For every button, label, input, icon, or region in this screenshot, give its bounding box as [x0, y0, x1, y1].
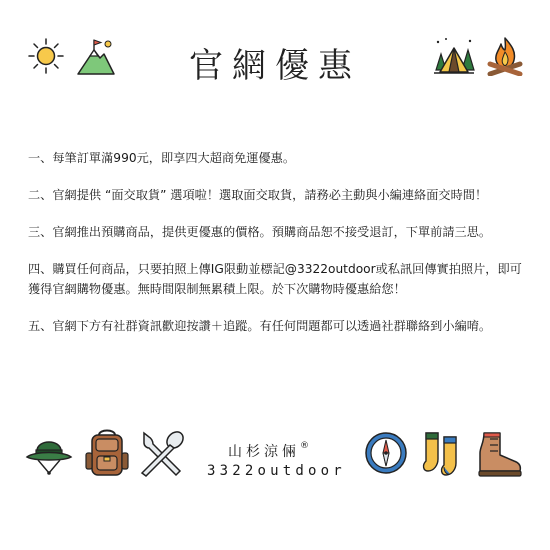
page-footer: [0, 425, 550, 505]
cutlery-icon: [136, 429, 186, 479]
promo-rules-list: [28, 148, 533, 353]
rule-item: 一、每筆訂單滿990元，即享四大超商免運優惠。: [28, 151, 296, 165]
rule-item: 四、購買任何商品，只要拍照上傳IG限動並標記@3322outdoor或私訊回傳實拍照片，即可獲得官網購物優惠。無時間限制無累積上限。於下次購物時優惠給您！: [28, 262, 522, 296]
bucket-hat-icon: [24, 429, 74, 479]
compass-icon: [364, 431, 408, 475]
brand-handle: 3322outdoor: [207, 463, 346, 479]
campfire-icon: [486, 36, 524, 76]
backpack-icon: [84, 427, 130, 479]
camp-tent-icon: [432, 36, 476, 76]
brand-name-text: 山杉涼倆: [228, 444, 300, 460]
brand-name: [228, 441, 313, 461]
page-header: [0, 30, 550, 90]
rule-item: 五、官網下方有社群資訊歡迎按讚＋追蹤。有任何問題都可以透過社群聯絡到小編唷。: [28, 319, 492, 333]
hiking-boot-icon: [474, 429, 524, 479]
rule-item: 二、官網提供 “面交取貨” 選項啦！選取面交取貨，請務必主動與小編連絡面交時間！: [28, 188, 488, 202]
rule-item: 三、官網推出預購商品，提供更優惠的價格。預購商品恕不接受退訂，下單前請三思。: [28, 225, 492, 239]
page-title: 官網優惠: [189, 46, 361, 86]
socks-icon: [420, 429, 466, 479]
registered-mark: ®: [300, 441, 313, 451]
